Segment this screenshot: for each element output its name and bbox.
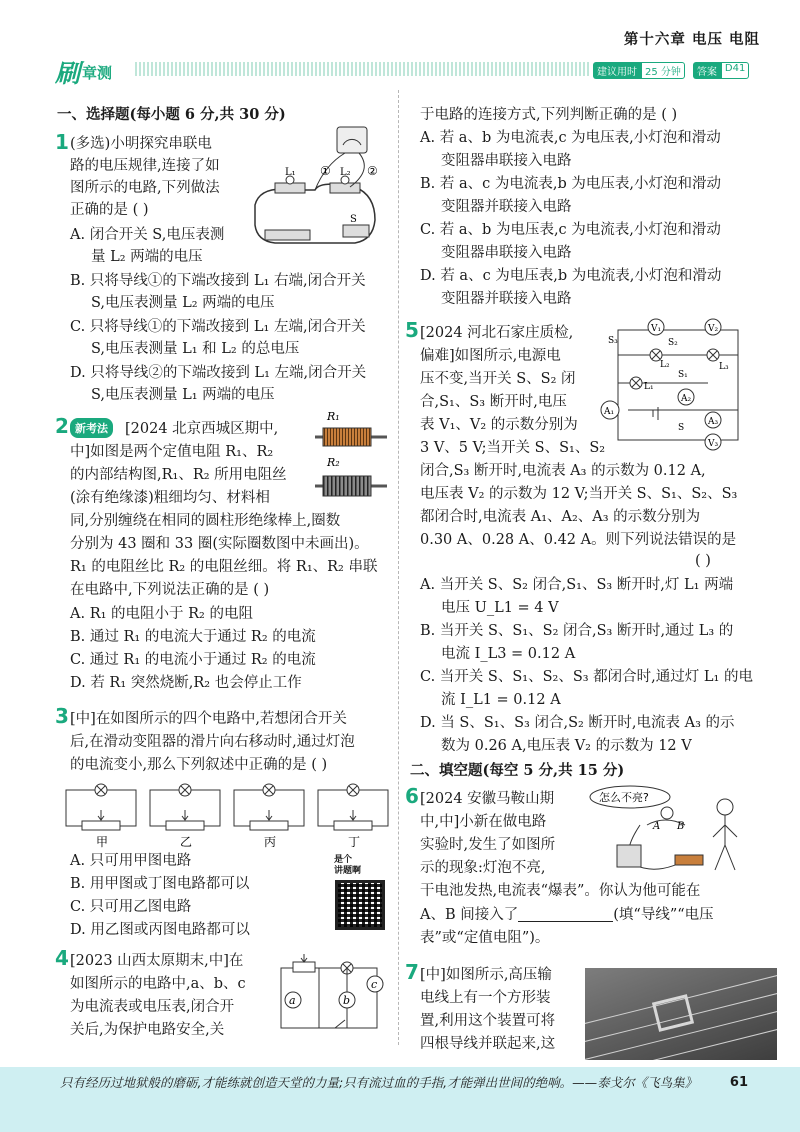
q6-cartoon-figure — [585, 785, 745, 880]
q3-option: C. 只可用乙图电路 — [70, 899, 192, 915]
answer-value: D41 — [721, 62, 749, 79]
section-heading-choice: 一、选择题(每小题 6 分,共 30 分) — [57, 106, 286, 123]
qr-caption-line: 讲题啊 — [334, 866, 362, 876]
q5-option: 电流 I_L3 = 0.12 A — [441, 646, 576, 662]
label-s1: S₁ — [678, 370, 688, 380]
speech-bubble: 怎么不亮? — [599, 791, 649, 804]
q4-option: 变阻器并联接入电路 — [441, 199, 572, 215]
q5-option: 流 I_L1 = 0.12 A — [441, 692, 561, 708]
label-l2: L₂ — [660, 360, 670, 370]
label-l3: L₃ — [719, 362, 729, 372]
q4-line: 关后,为保护电路安全,关 — [70, 1022, 225, 1038]
q3-option: D. 用乙图或丙图电路都可以 — [70, 922, 250, 938]
caption-yi: 乙 — [180, 835, 193, 849]
q2-option: D. 若 R₁ 突然烧断,R₂ 也会停止工作 — [70, 675, 302, 691]
label-s3: S₃ — [608, 336, 618, 346]
label-a2: A₂ — [681, 394, 692, 404]
q5-line: 0.30 A、0.28 A、0.42 A。则下列说法错误的是 — [420, 532, 737, 548]
question-number: 5 — [405, 318, 419, 342]
q3-line: 的电流变小,那么下列叙述中正确的是 ( ) — [70, 757, 328, 773]
brand-small: 章测 — [82, 63, 113, 82]
label-l1: L₁ — [644, 382, 654, 392]
q2-option: C. 通过 R₁ 的电流小于通过 R₂ 的电流 — [70, 652, 316, 668]
q2-resistor-figure — [315, 410, 390, 500]
q5-line: 压不变,当开关 S、S₂ 闭 — [420, 371, 576, 387]
q2-line: 分别为 43 圈和 33 圈(实际圈数图中未画出)。 — [70, 536, 369, 552]
question-number: 1 — [55, 130, 69, 154]
q5-option: 数为 0.26 A,电压表 V₂ 的示数为 12 V — [441, 738, 692, 754]
suggest-value: 25 分钟 — [641, 62, 685, 79]
question-number: 6 — [405, 784, 419, 808]
q3-line: [中]在如图所示的四个电路中,若想闭合开关 — [70, 711, 347, 727]
question-number: 2 — [55, 414, 69, 438]
q4-cont-line: 于电路的连接方式,下列判断正确的是 ( ) — [420, 107, 678, 123]
q4-option: C. 若 a、b 为电压表,c 为电流表,小灯泡和滑动 — [420, 222, 721, 238]
power-line-photo — [585, 968, 777, 1060]
q5-line: 电压表 V₂ 的示数为 12 V;当开关 S、S₁、S₂、S₃ — [420, 486, 738, 502]
q4-option: 变阻器串联接入电路 — [441, 153, 572, 169]
label-v1: V₁ — [651, 324, 662, 334]
q5-line: [2024 河北石家庄质检, — [420, 325, 574, 341]
q5-answer-paren: ( ) — [695, 553, 711, 569]
circuit-bing — [234, 784, 304, 830]
q7-line: 电线上有一个方形装 — [420, 990, 551, 1006]
spacer-device — [652, 994, 694, 1032]
meter-b: b — [343, 994, 351, 1007]
chapter-title: 第十六章 电压 电阻 — [623, 32, 760, 48]
bulb-icon — [661, 807, 673, 819]
q2-line: R₁ 的电阻丝比 R₂ 的电阻丝细。将 R₁、R₂ 串联 — [70, 559, 378, 575]
qr-caption — [334, 855, 361, 877]
q1-option: 量 L₂ 两端的电压 — [91, 249, 203, 265]
q6-line: [2024 安徽马鞍山期 — [420, 791, 555, 807]
q6-line: 中,中]小新在做电路 — [420, 814, 547, 830]
q1-option: B. 只将导线①的下端改接到 L₁ 右端,闭合开关 — [70, 273, 366, 289]
q3-line: 后,在滑动变阻器的滑片向右移动时,通过灯泡 — [70, 734, 355, 750]
answer-tag — [693, 62, 749, 79]
label-l1: L₁ — [285, 167, 296, 178]
q1-option: S,电压表测量 L₂ 两端的电压 — [91, 295, 275, 311]
q6-line: 干电池发热,电流表“爆表”。你认为他可能在 — [420, 883, 701, 899]
q7-line: 四根导线并联起来,这 — [420, 1036, 556, 1052]
q3-four-circuits — [62, 780, 392, 850]
q5-option: D. 当 S、S₁、S₃ 闭合,S₂ 断开时,电流表 A₃ 的示 — [420, 715, 735, 731]
q2-line: 在电路中,下列说法正确的是 ( ) — [70, 582, 270, 598]
qr-code[interactable] — [335, 880, 385, 930]
label-wire2: ② — [367, 164, 378, 178]
brand-big: 刷 — [55, 59, 81, 88]
q5-option: A. 当开关 S、S₂ 闭合,S₁、S₃ 断开时,灯 L₁ 两端 — [420, 577, 734, 593]
q1-option: D. 只将导线②的下端改接到 L₁ 左端,闭合开关 — [70, 365, 367, 381]
label-s: S — [678, 423, 685, 433]
q5-option: C. 当开关 S、S₁、S₂、S₃ 都闭合时,通过灯 L₁ 的电 — [420, 669, 753, 685]
answer-label: 答案 — [693, 62, 721, 79]
q6-fill-pre: A、B 间接入了 — [420, 907, 519, 923]
q1-option: A. 闭合开关 S,电压表测 — [70, 227, 225, 243]
q4-option: 变阻器串联接入电路 — [441, 245, 572, 261]
q5-line: 表 V₁、V₂ 的示数分别为 — [420, 417, 578, 433]
label-a1: A₁ — [604, 407, 615, 417]
q5-line: 合,S₁、S₃ 断开时,电压 — [420, 394, 567, 410]
question-number: 7 — [405, 960, 419, 984]
q2-line: 中]如图是两个定值电阻 R₁、R₂ — [70, 444, 274, 460]
q5-option: B. 当开关 S、S₁、S₂ 闭合,S₃ 断开时,通过 L₃ 的 — [420, 623, 734, 639]
q6-line: 示的现象:灯泡不亮, — [420, 860, 546, 876]
q5-line: 偏难]如图所示,电源电 — [420, 348, 561, 364]
new-test-badge: 新考法 — [70, 418, 113, 438]
time-tag — [593, 62, 749, 79]
q2-line: 的内部结构图,R₁、R₂ 所用电阻丝 — [70, 467, 287, 483]
label-v2: V₂ — [708, 324, 719, 334]
label-wire1: ① — [320, 164, 331, 178]
question-number: 4 — [55, 946, 69, 970]
q4-option: D. 若 a、c 为电压表,b 为电流表,小灯泡和滑动 — [420, 268, 722, 284]
label-s2: S₂ — [668, 338, 678, 348]
battery-icon — [675, 855, 703, 865]
q1-line: (多选)小明探究串联电 — [70, 136, 212, 152]
q2-line: [2024 北京西城区期中, — [125, 421, 279, 437]
question-number: 3 — [55, 704, 69, 728]
q5-line: 3 V、5 V;当开关 S、S₁、S₂ — [420, 440, 606, 456]
ammeter-icon — [617, 845, 641, 867]
meter-c: c — [371, 978, 378, 991]
q1-circuit-figure — [255, 125, 385, 260]
q7-line: 置,利用这个装置可将 — [420, 1013, 556, 1029]
q6-answer-blank[interactable] — [518, 908, 613, 922]
q5-line: 都闭合时,电流表 A₁、A₂、A₃ 的示数分别为 — [420, 509, 701, 525]
q1-line: 正确的是 ( ) — [70, 202, 149, 218]
q6-fill-post: (填“导线”“电压 — [613, 907, 714, 923]
person-icon — [713, 815, 737, 870]
label-v3: V₃ — [708, 439, 719, 449]
q1-option: S,电压表测量 L₁ 和 L₂ 的总电压 — [91, 341, 300, 357]
label-r1: R₁ — [327, 410, 340, 423]
label-a: A — [653, 821, 661, 832]
circuit-jia — [66, 784, 136, 830]
q6-line: 实验时,发生了如图所 — [420, 837, 556, 853]
caption-jia: 甲 — [96, 835, 109, 849]
q4-line: 如图所示的电路中,a、b、c — [70, 976, 246, 992]
q4-option: B. 若 a、c 为电流表,b 为电压表,小灯泡和滑动 — [420, 176, 721, 192]
q2-line: (涂有绝缘漆)粗细均匀、材料相 — [70, 490, 270, 506]
q6-line: 表”或“定值电阻”)。 — [420, 930, 550, 946]
label-l2: L₂ — [340, 167, 351, 178]
q5-option: 电压 U_L1 = 4 V — [441, 600, 559, 616]
suggest-label: 建议用时 — [593, 62, 641, 79]
section-heading-fill: 二、填空题(每空 5 分,共 15 分) — [410, 762, 625, 779]
q1-option: C. 只将导线①的下端改接到 L₁ 左端,闭合开关 — [70, 319, 366, 335]
qr-caption-line: 是个 — [334, 855, 353, 865]
circuit-ding — [318, 784, 388, 830]
page-number: 61 — [729, 1075, 748, 1090]
column-divider — [398, 90, 399, 1045]
q1-line: 图所示的电路,下列做法 — [70, 180, 220, 196]
header-decor-bar — [135, 62, 590, 76]
q7-line: [中]如图所示,高压输 — [420, 967, 552, 983]
caption-ding: 丁 — [348, 835, 361, 849]
label-r2: R₂ — [327, 456, 340, 469]
q2-option: B. 通过 R₁ 的电流大于通过 R₂ 的电流 — [70, 629, 316, 645]
q4-line: 为电流表或电压表,闭合开 — [70, 999, 235, 1015]
circuit-yi — [150, 784, 220, 830]
caption-bing: 丙 — [264, 835, 277, 849]
q2-line: 同,分别缠绕在相同的圆柱形绝缘棒上,圈数 — [70, 513, 341, 529]
q2-option: A. R₁ 的电阻小于 R₂ 的电阻 — [70, 606, 253, 622]
q3-option: A. 只可用甲图电路 — [70, 853, 192, 869]
q5-line: 闭合,S₃ 断开时,电流表 A₃ 的示数为 0.12 A, — [420, 463, 706, 479]
q4-option: A. 若 a、b 为电流表,c 为电压表,小灯泡和滑动 — [420, 130, 721, 146]
label-switch: S — [350, 214, 357, 225]
q1-option: S,电压表测量 L₁ 两端的电压 — [91, 387, 275, 403]
q4-circuit-figure — [275, 950, 390, 1038]
q4-option: 变阻器并联接入电路 — [441, 291, 572, 307]
label-a3: A₃ — [708, 417, 719, 427]
label-b: B — [677, 821, 685, 832]
footer-quote: 只有经历过地狱般的磨砺,才能练就创造天堂的力量;只有流过血的手指,才能弹出世间的绝响。——泰戈尔《飞鸟集》 — [60, 1075, 698, 1090]
q3-option: B. 用甲图或丁图电路都可以 — [70, 876, 250, 892]
voltmeter-icon — [337, 127, 367, 153]
q4-line: [2023 山西太原期末,中]在 — [70, 953, 244, 969]
q6-fill-line — [420, 904, 714, 926]
meter-a: a — [289, 994, 296, 1007]
q5-circuit-figure — [598, 315, 748, 455]
brand-logo — [55, 54, 112, 90]
q1-line: 路的电压规律,连接了如 — [70, 158, 220, 174]
